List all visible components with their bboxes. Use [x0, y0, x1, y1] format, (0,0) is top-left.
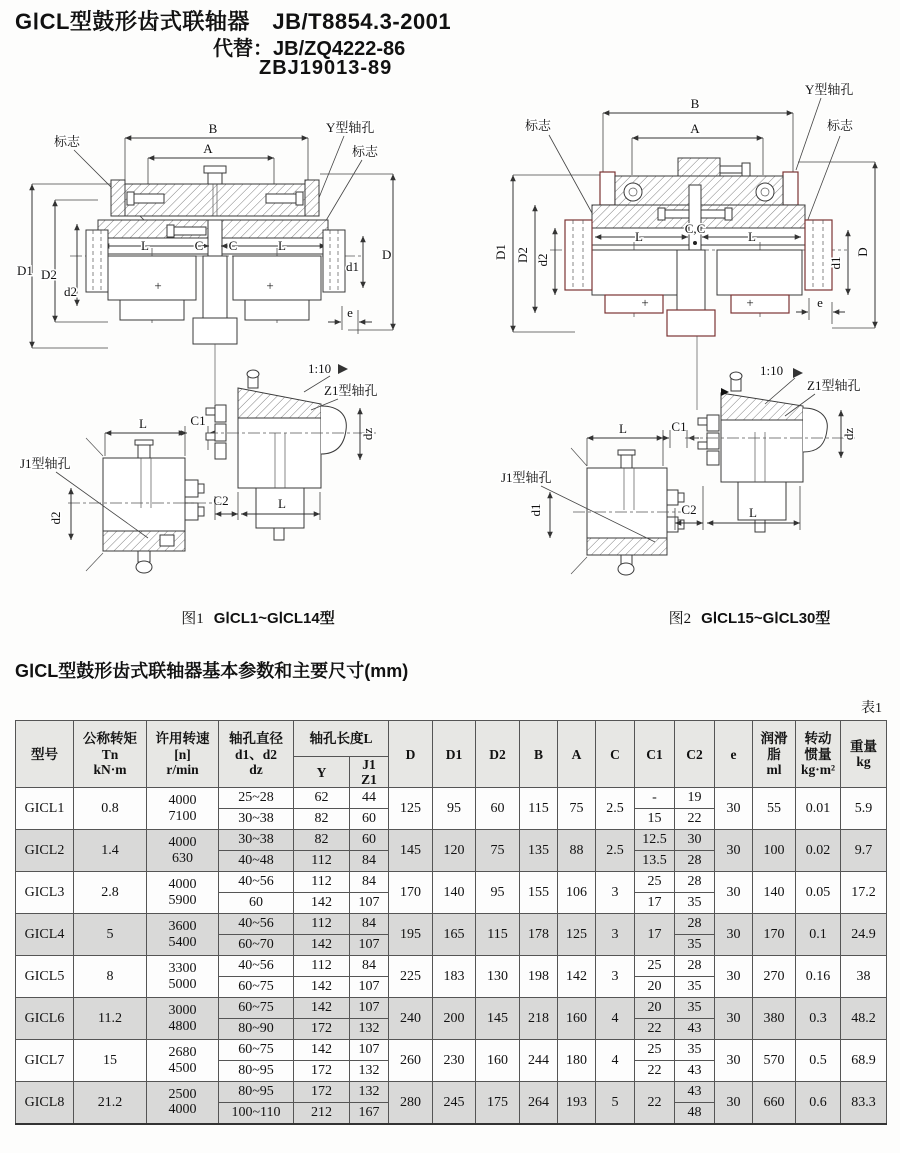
- cell-B: 135: [520, 830, 558, 872]
- cell-bore: 80~95: [219, 1061, 294, 1082]
- cell-C1: -: [635, 788, 675, 809]
- fig2-dim-L-sub-left: L: [619, 421, 627, 436]
- cell-weight: 24.9: [841, 914, 887, 956]
- cell-D1: 245: [433, 1082, 476, 1124]
- cell-D2: 115: [476, 914, 520, 956]
- cell-model: GICL3: [16, 872, 74, 914]
- cell-C2: 28: [675, 851, 715, 872]
- cell-grease: 270: [753, 956, 796, 998]
- cell-weight: 9.7: [841, 830, 887, 872]
- cell-grease: 660: [753, 1082, 796, 1124]
- table-row-GICL4: [16, 914, 887, 935]
- col-header-C: C: [596, 721, 635, 788]
- cell-B: 244: [520, 1040, 558, 1082]
- fig2-j1-hole-label: J1型轴孔: [501, 470, 552, 485]
- cell-model: GICL5: [16, 956, 74, 998]
- cell-C2: 43: [675, 1061, 715, 1082]
- cell-bore: 60~70: [219, 935, 294, 956]
- cell-B: 264: [520, 1082, 558, 1124]
- cell-Y: 142: [294, 998, 350, 1019]
- table-section-title: GⅠCL型鼓形齿式联轴器基本参数和主要尺寸(mm): [15, 661, 409, 681]
- cell-D: 225: [389, 956, 433, 998]
- fig2-dim-B: B: [690, 96, 700, 111]
- fig1-dim-e: e: [347, 305, 353, 320]
- col-header-inertia: 转动 惯量 kg·m²: [796, 721, 841, 788]
- col-header-bore: 轴孔直径 d1、d2 dz: [219, 721, 294, 788]
- table-row-GICL6: [16, 998, 887, 1019]
- cell-torque: 8: [74, 956, 147, 998]
- cell-J1Z1: 84: [350, 956, 389, 977]
- col-header-speed: 许用转速 [n] r/min: [147, 721, 219, 788]
- cell-Y: 82: [294, 809, 350, 830]
- cell-C2: 28: [675, 872, 715, 893]
- figure1-caption-name: GⅠCL1~GⅠCL14型: [213, 610, 335, 627]
- cell-speed: 3600 5400: [147, 914, 219, 956]
- cell-C: 5: [596, 1082, 635, 1124]
- table-row-GICL3: [16, 872, 887, 893]
- cell-A: 160: [558, 998, 596, 1040]
- fig2-z1-hole-label: Z1型轴孔: [807, 378, 861, 393]
- fig1-dim-L-left: L: [141, 238, 149, 253]
- col-header-A: A: [558, 721, 596, 788]
- figure2-caption: [527, 607, 900, 628]
- fig1-upper-view: [17, 120, 393, 348]
- cell-D1: 140: [433, 872, 476, 914]
- cell-inertia: 0.02: [796, 830, 841, 872]
- fig2-y-hole-label: Y型轴孔: [805, 82, 854, 97]
- fig1-dim-C-left: C: [194, 238, 204, 253]
- cell-e: 30: [715, 830, 753, 872]
- cell-A: 88: [558, 830, 596, 872]
- table-row-GICL5: [16, 956, 887, 977]
- fig1-dim-L-sub-right: L: [278, 496, 286, 511]
- cell-C1: 22: [635, 1061, 675, 1082]
- col-header-C1: C1: [635, 721, 675, 788]
- cell-C2: 48: [675, 1103, 715, 1124]
- fig1-plus-left: +: [154, 278, 162, 293]
- cell-C: 4: [596, 1040, 635, 1082]
- cell-e: 30: [715, 956, 753, 998]
- cell-D: 240: [389, 998, 433, 1040]
- cell-Y: 112: [294, 872, 350, 893]
- cell-C2: 35: [675, 998, 715, 1019]
- fig2-dim-D1: D1: [493, 244, 508, 260]
- cell-grease: 570: [753, 1040, 796, 1082]
- figure1-drawing: [8, 88, 448, 600]
- fig2-upper-view: [493, 82, 875, 336]
- cell-Y: 142: [294, 977, 350, 998]
- cell-weight: 68.9: [841, 1040, 887, 1082]
- cell-D1: 120: [433, 830, 476, 872]
- cell-C: 4: [596, 998, 635, 1040]
- cell-C1: 12.5: [635, 830, 675, 851]
- cell-bore: 30~38: [219, 830, 294, 851]
- cell-bore: 60~75: [219, 998, 294, 1019]
- fig1-dim-C-right: C: [228, 238, 238, 253]
- cell-Y: 112: [294, 851, 350, 872]
- cell-D: 145: [389, 830, 433, 872]
- figure1: [8, 88, 448, 628]
- page-title: GⅠCL型鼓形齿式联轴器 JB/T8854.3-2001: [15, 9, 452, 34]
- table-number-tag: 表1: [861, 701, 882, 716]
- cell-J1Z1: 132: [350, 1019, 389, 1040]
- cell-torque: 2.8: [74, 872, 147, 914]
- fig2-taper-ratio: 1:10: [760, 363, 784, 378]
- fig2-mark-left-label: 标志: [525, 118, 552, 133]
- cell-A: 106: [558, 872, 596, 914]
- replaced-standard-1: 代替：JB/ZQ4222-86: [213, 38, 406, 60]
- cell-J1Z1: 84: [350, 872, 389, 893]
- cell-D: 260: [389, 1040, 433, 1082]
- cell-speed: 2500 4000: [147, 1082, 219, 1124]
- cell-weight: 17.2: [841, 872, 887, 914]
- cell-inertia: 0.1: [796, 914, 841, 956]
- cell-inertia: 0.01: [796, 788, 841, 830]
- fig2-dim-e: e: [817, 295, 823, 310]
- fig1-mark-left-label: 标志: [54, 134, 81, 149]
- cell-grease: 170: [753, 914, 796, 956]
- cell-grease: 100: [753, 830, 796, 872]
- cell-C2: 35: [675, 1040, 715, 1061]
- cell-J1Z1: 60: [350, 830, 389, 851]
- cell-D: 125: [389, 788, 433, 830]
- cell-grease: 380: [753, 998, 796, 1040]
- table-row-GICL8: [16, 1082, 887, 1103]
- cell-C1: 17: [635, 893, 675, 914]
- cell-J1Z1: 107: [350, 893, 389, 914]
- cell-bore: 30~38: [219, 809, 294, 830]
- cell-D1: 200: [433, 998, 476, 1040]
- table-header: [16, 721, 887, 788]
- fig1-dim-d2: d2: [64, 284, 77, 299]
- cell-C2: 43: [675, 1019, 715, 1040]
- cell-C2: 30: [675, 830, 715, 851]
- cell-e: 30: [715, 998, 753, 1040]
- cell-D1: 95: [433, 788, 476, 830]
- cell-inertia: 0.16: [796, 956, 841, 998]
- col-header-B: B: [520, 721, 558, 788]
- cell-Y: 142: [294, 935, 350, 956]
- cell-bore: 80~95: [219, 1082, 294, 1103]
- figure2-drawing: [455, 80, 900, 600]
- fig1-taper-ratio: 1:10: [308, 361, 332, 376]
- fig2-dim-A: A: [690, 121, 700, 136]
- cell-D: 195: [389, 914, 433, 956]
- figure2-caption-no: 图2: [668, 611, 692, 627]
- cell-e: 30: [715, 872, 753, 914]
- cell-C1: 13.5: [635, 851, 675, 872]
- fig2-dim-D: D: [855, 247, 870, 257]
- cell-C2: 35: [675, 935, 715, 956]
- col-header-torque: 公称转矩 Tn kN·m: [74, 721, 147, 788]
- cell-Y: 172: [294, 1061, 350, 1082]
- col-header-D1: D1: [433, 721, 476, 788]
- cell-B: 198: [520, 956, 558, 998]
- cell-speed: 2680 4500: [147, 1040, 219, 1082]
- cell-bore: 100~110: [219, 1103, 294, 1124]
- fig1-y-hole-label: Y型轴孔: [326, 120, 375, 135]
- fig2-dim-C2: C2: [681, 502, 697, 517]
- cell-C2: 28: [675, 914, 715, 935]
- cell-A: 193: [558, 1082, 596, 1124]
- cell-C1: 22: [635, 1019, 675, 1040]
- cell-Y: 172: [294, 1019, 350, 1040]
- cell-J1Z1: 44: [350, 788, 389, 809]
- cell-C: 2.5: [596, 830, 635, 872]
- cell-A: 125: [558, 914, 596, 956]
- fig1-dim-C2: C2: [213, 493, 229, 508]
- cell-C1: 17: [635, 914, 675, 956]
- table-row-GICL1: [16, 788, 887, 809]
- fig2-dim-L-left: L: [635, 229, 643, 244]
- fig1-dim-C1: C1: [190, 413, 206, 428]
- fig2-dim-C1: C1: [671, 419, 687, 434]
- cell-A: 180: [558, 1040, 596, 1082]
- cell-e: 30: [715, 788, 753, 830]
- replaced-standard-2: ZBJ19013-89: [259, 57, 393, 79]
- cell-C1: 15: [635, 809, 675, 830]
- cell-bore: 40~56: [219, 956, 294, 977]
- cell-weight: 5.9: [841, 788, 887, 830]
- cell-J1Z1: 107: [350, 977, 389, 998]
- fig2-dim-d2: d2: [535, 253, 550, 267]
- fig2-plus-right: +: [746, 295, 754, 310]
- fig1-dim-A: A: [203, 141, 213, 156]
- cell-A: 75: [558, 788, 596, 830]
- cell-D2: 60: [476, 788, 520, 830]
- fig2-dim-dz: dz: [841, 427, 856, 441]
- fig2-dim-D2: D2: [515, 247, 530, 263]
- cell-torque: 15: [74, 1040, 147, 1082]
- col-header-D2: D2: [476, 721, 520, 788]
- cell-C1: 25: [635, 872, 675, 893]
- fig1-dim-B: B: [208, 121, 218, 136]
- cell-C: 3: [596, 872, 635, 914]
- cell-J1Z1: 107: [350, 1040, 389, 1061]
- cell-C: 3: [596, 956, 635, 998]
- cell-bore: 60~75: [219, 977, 294, 998]
- cell-B: 115: [520, 788, 558, 830]
- cell-weight: 38: [841, 956, 887, 998]
- parameters-table: [15, 720, 887, 1125]
- cell-C2: 35: [675, 977, 715, 998]
- cell-J1Z1: 132: [350, 1061, 389, 1082]
- cell-C2: 28: [675, 956, 715, 977]
- fig2-plus-left: +: [641, 295, 649, 310]
- col-header-e: e: [715, 721, 753, 788]
- cell-C1: 20: [635, 998, 675, 1019]
- cell-Y: 172: [294, 1082, 350, 1103]
- cell-D2: 175: [476, 1082, 520, 1124]
- cell-speed: 4000 5900: [147, 872, 219, 914]
- cell-D: 170: [389, 872, 433, 914]
- fig1-dim-d2-sub: d2: [48, 511, 63, 525]
- fig1-plus-right: +: [266, 278, 274, 293]
- cell-J1Z1: 107: [350, 935, 389, 956]
- cell-Y: 112: [294, 914, 350, 935]
- cell-bore: 80~90: [219, 1019, 294, 1040]
- cell-D2: 130: [476, 956, 520, 998]
- table-row-GICL2: [16, 830, 887, 851]
- table-body: [16, 788, 887, 1124]
- cell-C1: 20: [635, 977, 675, 998]
- cell-D1: 230: [433, 1040, 476, 1082]
- cell-D1: 183: [433, 956, 476, 998]
- cell-grease: 140: [753, 872, 796, 914]
- fig1-dim-D1: D1: [17, 263, 33, 278]
- cell-model: GICL6: [16, 998, 74, 1040]
- cell-grease: 55: [753, 788, 796, 830]
- fig1-dim-d1: d1: [346, 259, 359, 274]
- cell-C2: 43: [675, 1082, 715, 1103]
- fig2-dim-d1-sub: d1: [528, 503, 543, 517]
- cell-D2: 75: [476, 830, 520, 872]
- fig1-dim-L-right: L: [278, 238, 286, 253]
- cell-e: 30: [715, 1040, 753, 1082]
- cell-inertia: 0.05: [796, 872, 841, 914]
- fig1-dim-D: D: [382, 247, 392, 262]
- cell-inertia: 0.3: [796, 998, 841, 1040]
- cell-Y: 112: [294, 956, 350, 977]
- fig2-lower-view: [501, 336, 860, 575]
- cell-speed: 4000 630: [147, 830, 219, 872]
- cell-speed: 4000 7100: [147, 788, 219, 830]
- cell-D2: 95: [476, 872, 520, 914]
- fig2-dim-d1: d1: [828, 256, 843, 270]
- cell-D: 280: [389, 1082, 433, 1124]
- cell-J1Z1: 84: [350, 914, 389, 935]
- fig1-mark-right-label: 标志: [352, 144, 379, 159]
- figure2-caption-name: GⅠCL15~GⅠCL30型: [701, 610, 831, 627]
- fig1-dim-D2: D2: [41, 267, 57, 282]
- cell-J1Z1: 60: [350, 809, 389, 830]
- cell-B: 178: [520, 914, 558, 956]
- fig2-dim-CC: C,C: [684, 221, 706, 236]
- fig1-dim-dz: dz: [360, 427, 375, 441]
- fig1-lower-view: [20, 344, 377, 573]
- fig2-dim-L-right: L: [748, 229, 756, 244]
- cell-C1: 25: [635, 956, 675, 977]
- figure2: [455, 80, 900, 628]
- cell-C2: 19: [675, 788, 715, 809]
- cell-e: 30: [715, 1082, 753, 1124]
- cell-C2: 22: [675, 809, 715, 830]
- cell-bore: 25~28: [219, 788, 294, 809]
- fig1-z1-hole-label: Z1型轴孔: [324, 383, 378, 398]
- cell-model: GICL8: [16, 1082, 74, 1124]
- cell-A: 142: [558, 956, 596, 998]
- col-header-length-group: 轴孔长度L: [294, 721, 389, 757]
- cell-J1Z1: 167: [350, 1103, 389, 1124]
- cell-Y: 142: [294, 1040, 350, 1061]
- cell-B: 155: [520, 872, 558, 914]
- cell-bore: 60~75: [219, 1040, 294, 1061]
- cell-Y: 82: [294, 830, 350, 851]
- cell-model: GICL1: [16, 788, 74, 830]
- cell-B: 218: [520, 998, 558, 1040]
- cell-D1: 165: [433, 914, 476, 956]
- cell-torque: 0.8: [74, 788, 147, 830]
- table-row-GICL7: [16, 1040, 887, 1061]
- fig2-dim-L-sub-right: L: [749, 505, 757, 520]
- cell-inertia: 0.6: [796, 1082, 841, 1124]
- col-header-weight: 重量 kg: [841, 721, 887, 788]
- cell-Y: 62: [294, 788, 350, 809]
- cell-weight: 83.3: [841, 1082, 887, 1124]
- cell-bore: 60: [219, 893, 294, 914]
- cell-C2: 35: [675, 893, 715, 914]
- cell-weight: 48.2: [841, 998, 887, 1040]
- cell-J1Z1: 84: [350, 851, 389, 872]
- figure1-caption: [38, 607, 478, 628]
- col-header-model: 型号: [16, 721, 74, 788]
- cell-torque: 1.4: [74, 830, 147, 872]
- fig1-j1-hole-label: J1型轴孔: [20, 456, 71, 471]
- figure1-caption-no: 图1: [181, 611, 204, 627]
- col-header-J1Z1: J1 Z1: [350, 757, 389, 788]
- cell-C: 3: [596, 914, 635, 956]
- col-header-C2: C2: [675, 721, 715, 788]
- cell-D2: 160: [476, 1040, 520, 1082]
- cell-model: GICL2: [16, 830, 74, 872]
- cell-Y: 212: [294, 1103, 350, 1124]
- cell-speed: 3300 5000: [147, 956, 219, 998]
- cell-speed: 3000 4800: [147, 998, 219, 1040]
- cell-torque: 11.2: [74, 998, 147, 1040]
- cell-C: 2.5: [596, 788, 635, 830]
- cell-bore: 40~48: [219, 851, 294, 872]
- col-header-D: D: [389, 721, 433, 788]
- cell-bore: 40~56: [219, 872, 294, 893]
- cell-Y: 142: [294, 893, 350, 914]
- cell-J1Z1: 107: [350, 998, 389, 1019]
- col-header-Y: Y: [294, 757, 350, 788]
- cell-C1: 25: [635, 1040, 675, 1061]
- cell-D2: 145: [476, 998, 520, 1040]
- cell-C1: 22: [635, 1082, 675, 1124]
- cell-model: GICL7: [16, 1040, 74, 1082]
- cell-bore: 40~56: [219, 914, 294, 935]
- cell-torque: 5: [74, 914, 147, 956]
- cell-model: GICL4: [16, 914, 74, 956]
- cell-inertia: 0.5: [796, 1040, 841, 1082]
- fig2-mark-right-label: 标志: [827, 118, 854, 133]
- cell-J1Z1: 132: [350, 1082, 389, 1103]
- cell-e: 30: [715, 914, 753, 956]
- fig1-dim-L-sub-left: L: [139, 416, 147, 431]
- col-header-grease: 润滑 脂 ml: [753, 721, 796, 788]
- cell-torque: 21.2: [74, 1082, 147, 1124]
